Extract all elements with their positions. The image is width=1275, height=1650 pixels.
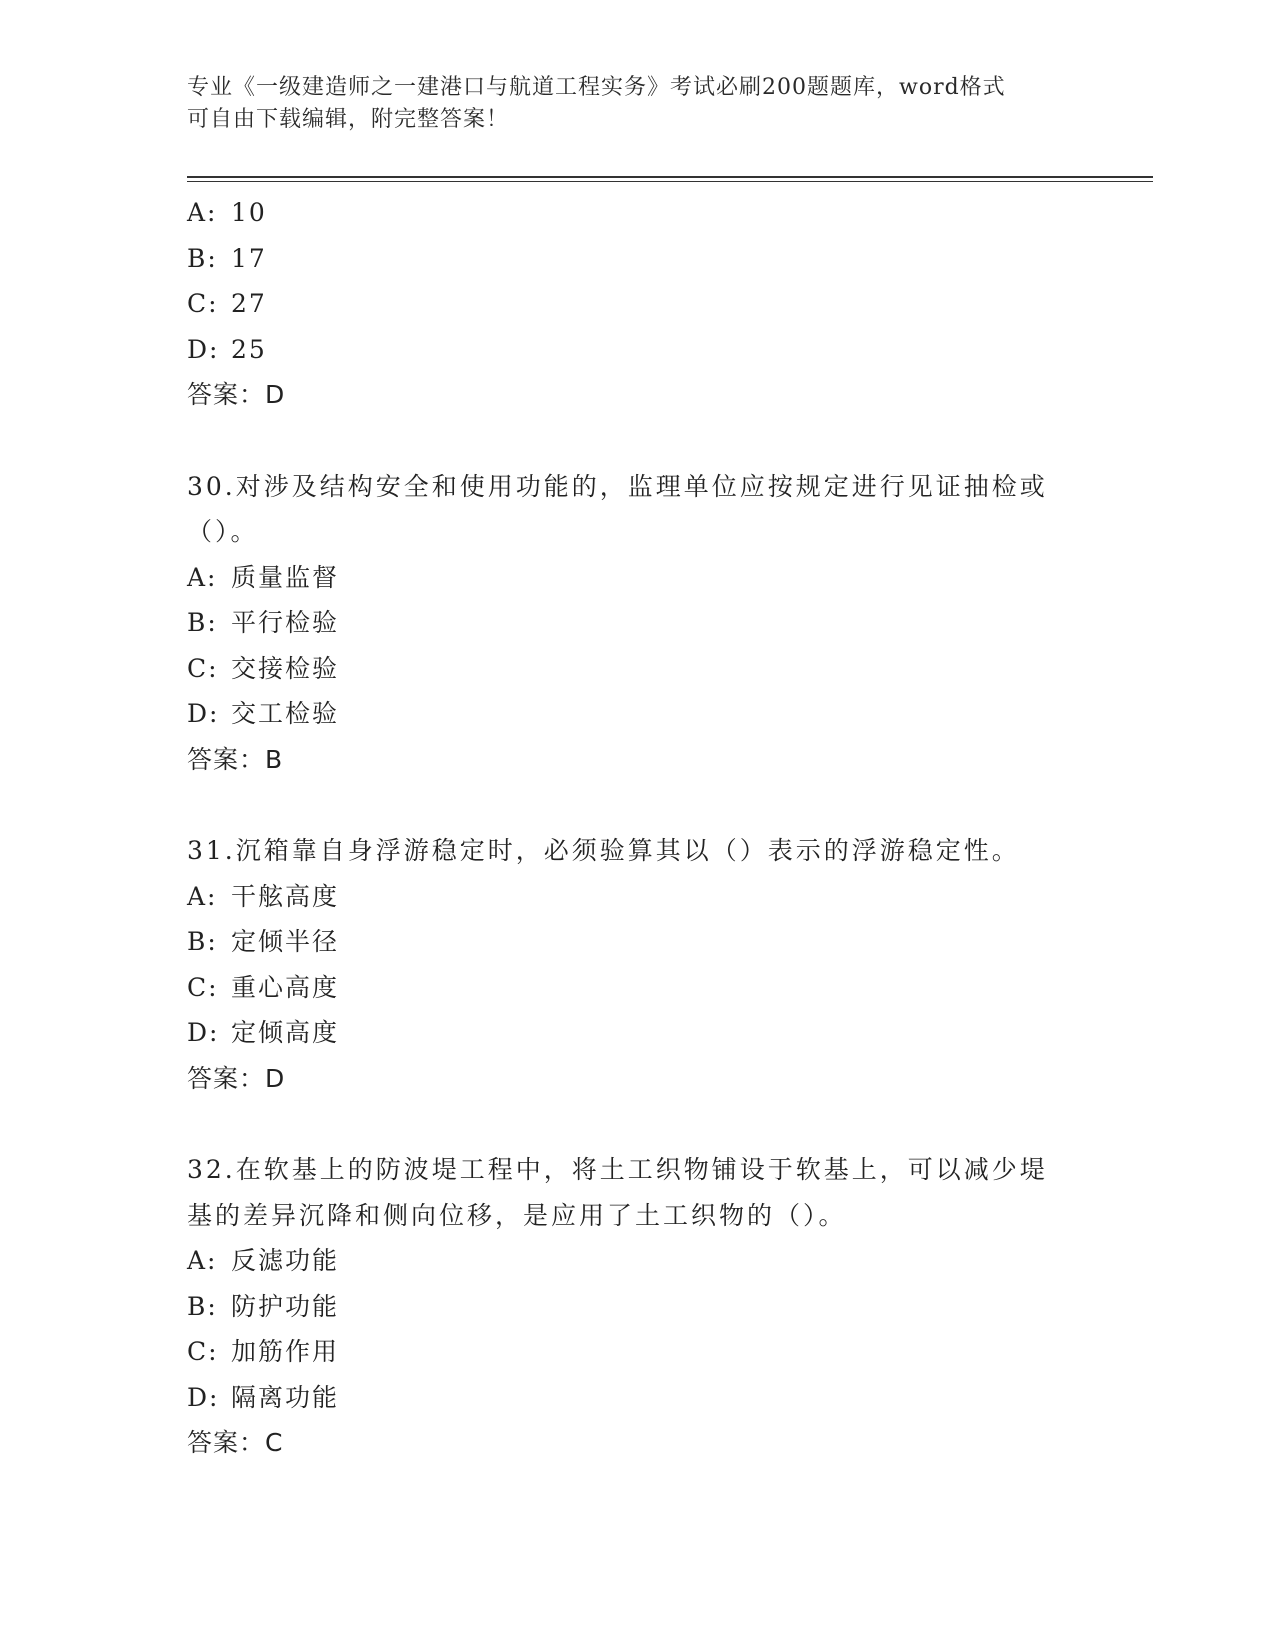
option-d xyxy=(187,691,1087,737)
option-a xyxy=(187,1238,1087,1284)
option-text: 25 xyxy=(231,334,267,364)
question-stem xyxy=(187,828,1087,874)
answer-line: 答案：D xyxy=(187,380,286,409)
question-stem xyxy=(187,1147,1087,1238)
option-key: A: xyxy=(187,881,218,911)
option-a xyxy=(187,874,1087,920)
stem-line-2: 基的差异沉降和侧向位移，是应用了土工织物的（）。 xyxy=(187,1200,847,1230)
option-d xyxy=(187,1375,1087,1421)
answer-line: 答案：D xyxy=(187,1063,286,1093)
option-text: 质量监督 xyxy=(231,562,340,592)
option-text: 定倾高度 xyxy=(231,1018,340,1047)
option-key: B: xyxy=(187,608,218,637)
option-text: 反滤功能 xyxy=(231,1246,340,1275)
option-text: 干舷高度 xyxy=(231,881,340,911)
option-key: D: xyxy=(187,1382,220,1412)
option-text: 交工检验 xyxy=(231,699,340,728)
option-key: A: xyxy=(187,1246,218,1275)
option-key: A: xyxy=(187,562,218,592)
option-key: C: xyxy=(187,653,219,683)
answer-line: 答案：C xyxy=(187,1428,284,1457)
option-key: B: xyxy=(187,1291,218,1321)
option-b xyxy=(187,919,1087,965)
option-text: 定倾半径 xyxy=(231,927,340,956)
option-text: 10 xyxy=(231,198,267,227)
option-d xyxy=(187,327,1087,373)
answer-line: 答案：B xyxy=(187,744,284,774)
option-text: 防护功能 xyxy=(231,1291,340,1321)
header-line-2: 可自由下载编辑，附完整答案！ xyxy=(187,107,510,132)
option-key: B: xyxy=(187,243,218,273)
option-key: D: xyxy=(187,334,220,364)
question-32 xyxy=(187,1147,1087,1466)
option-b xyxy=(187,236,1087,282)
question-29 xyxy=(187,190,1087,418)
option-d xyxy=(187,1010,1087,1056)
option-key: C: xyxy=(187,289,219,318)
question-stem xyxy=(187,464,1087,555)
option-key: D: xyxy=(187,699,220,728)
header-divider-thin xyxy=(187,181,1153,182)
option-text: 平行检验 xyxy=(231,608,340,637)
option-key: A: xyxy=(187,198,218,227)
option-text: 27 xyxy=(231,289,267,318)
question-31 xyxy=(187,828,1087,1101)
option-key: B: xyxy=(187,927,218,956)
option-c xyxy=(187,646,1087,692)
header-line-1: 专业《一级建造师之一建港口与航道工程实务》考试必刷200题题库，word格式 xyxy=(187,75,1006,100)
option-key: C: xyxy=(187,1337,219,1366)
option-b xyxy=(187,600,1087,646)
stem-line-1: 30.对涉及结构安全和使用功能的，监理单位应按规定进行见证抽检或 xyxy=(187,471,1048,501)
stem-line-2: （）。 xyxy=(187,517,259,546)
option-text: 交接检验 xyxy=(231,653,340,683)
option-a xyxy=(187,555,1087,601)
question-list xyxy=(187,190,1087,1512)
option-b xyxy=(187,1284,1087,1330)
option-text: 加筋作用 xyxy=(231,1337,340,1366)
option-a xyxy=(187,190,1087,236)
option-text: 隔离功能 xyxy=(231,1382,340,1412)
header-divider-thick xyxy=(187,176,1153,178)
stem-line-1: 31.沉箱靠自身浮游稳定时，必须验算其以（）表示的浮游稳定性。 xyxy=(187,836,1020,865)
option-key: C: xyxy=(187,972,219,1002)
option-c xyxy=(187,281,1087,327)
question-30 xyxy=(187,464,1087,783)
document-header xyxy=(187,72,1087,136)
option-text: 17 xyxy=(231,243,267,273)
option-text: 重心高度 xyxy=(231,972,340,1002)
stem-line-1: 32.在软基上的防波堤工程中，将土工织物铺设于软基上，可以减少堤 xyxy=(187,1155,1048,1184)
option-key: D: xyxy=(187,1018,220,1047)
option-c xyxy=(187,1329,1087,1375)
option-c xyxy=(187,965,1087,1011)
